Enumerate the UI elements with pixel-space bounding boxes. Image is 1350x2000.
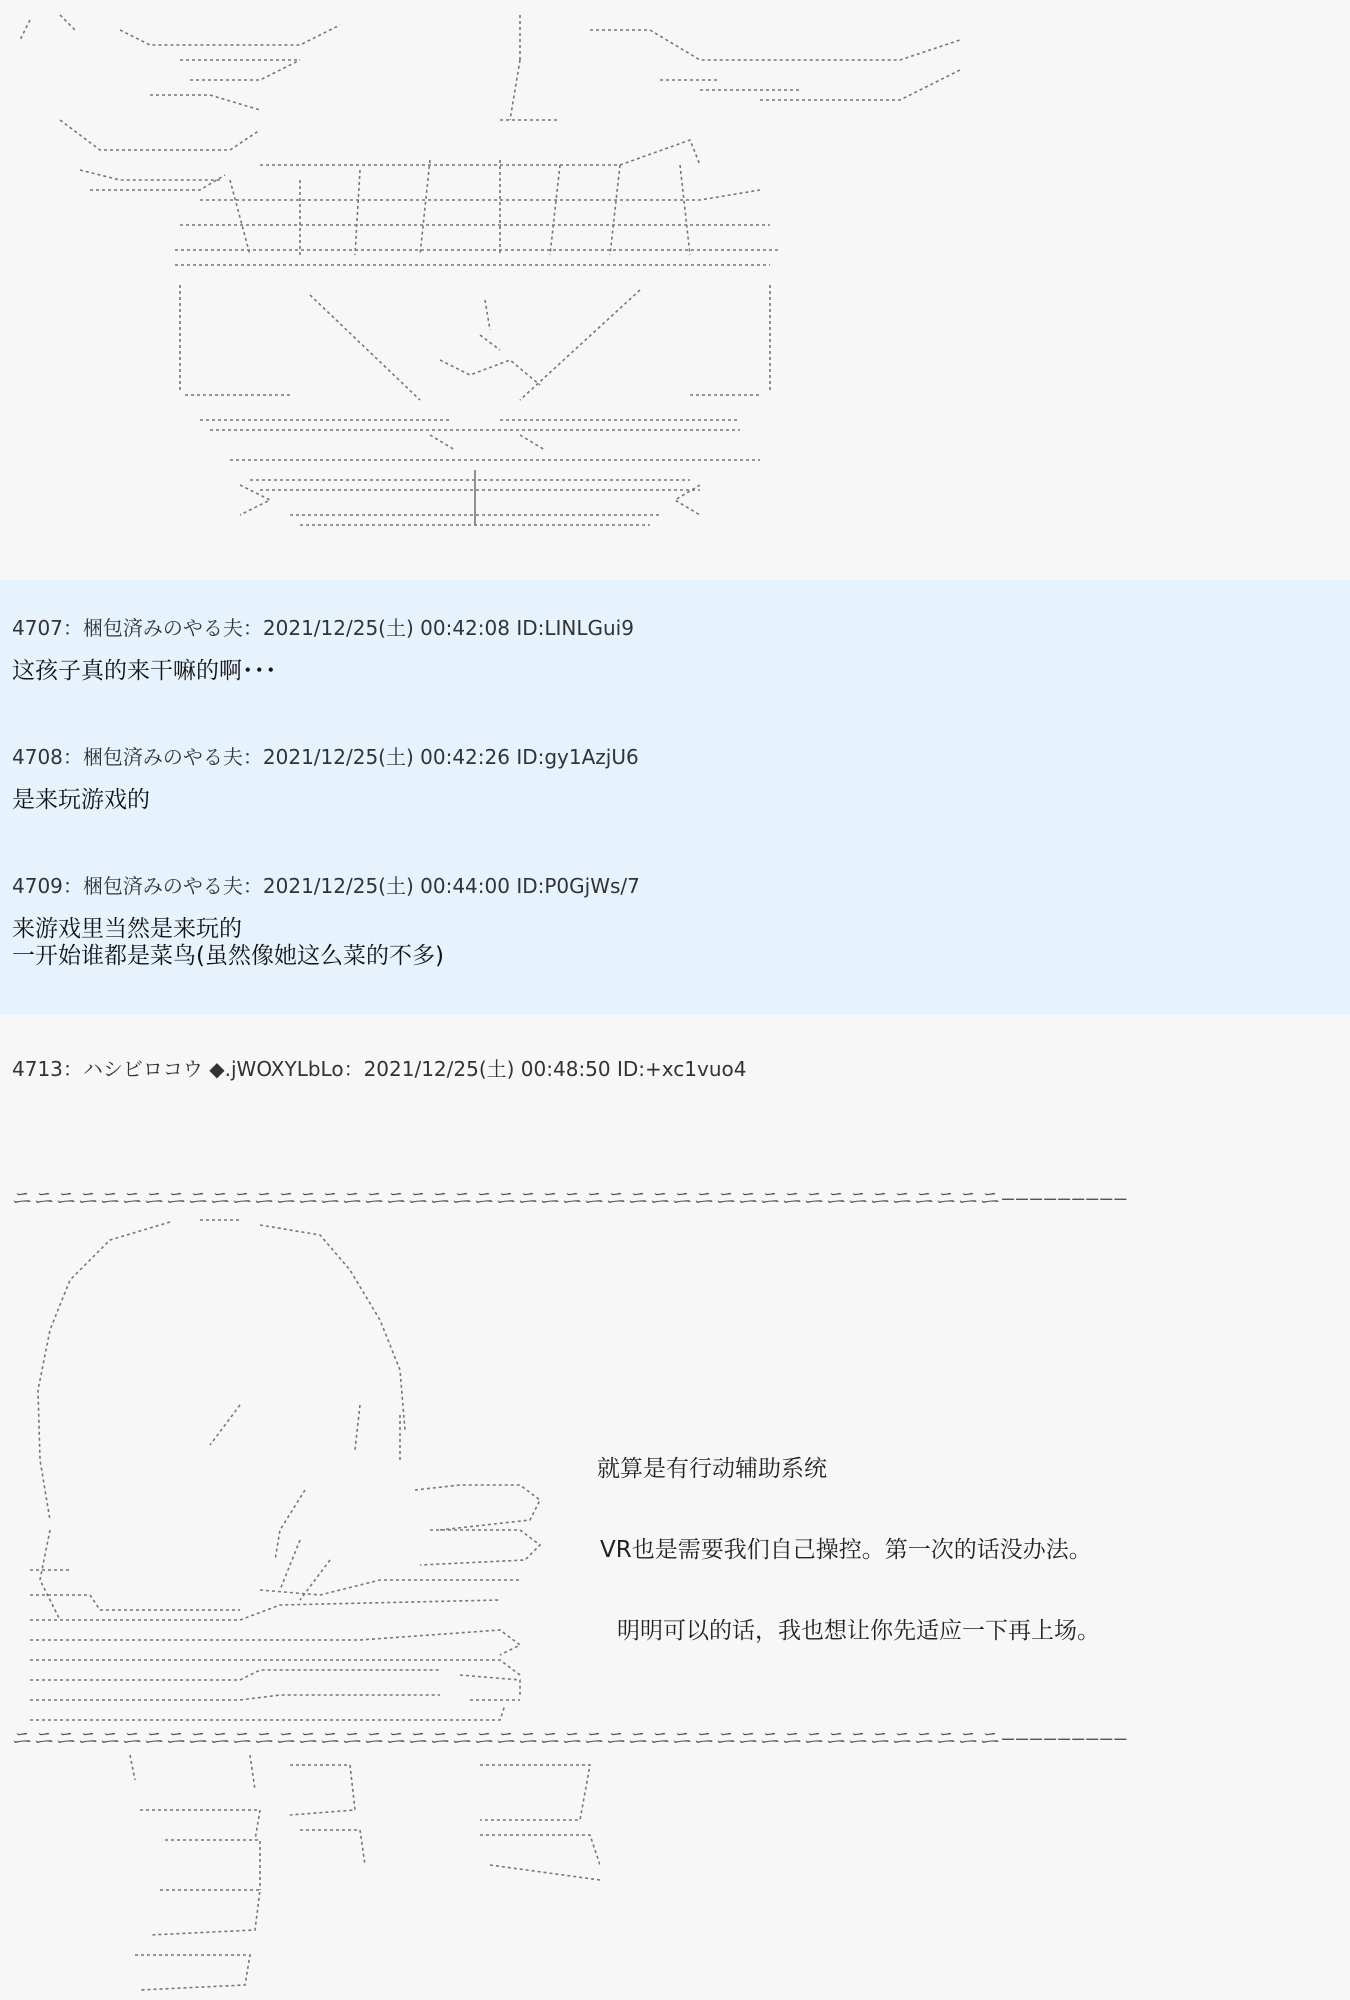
post-4708-header: 4708：梱包済みのやる夫：2021/12/25(土) 00:42:26 ID:gy1AzjU6 — [12, 745, 639, 769]
post-4709-body-line-2: 一开始谁都是菜鸟(虽然像她这么菜的不多) — [12, 943, 444, 969]
art-divider-top: ニニニニニニニニニニニニニニニニニニニニニニニニニニニニニニニニニニニニニニニニニニニニニ――――――――― — [12, 1186, 1129, 1204]
post-4707-body: 这孩子真的来干嘛的啊･･･ — [12, 658, 277, 684]
post-4707-header: 4707：梱包済みのやる夫：2021/12/25(土) 00:42:08 ID:LINLGui9 — [12, 616, 634, 640]
dialogue-line-1: 就算是有行动辅助系统 — [597, 1456, 827, 1482]
dialogue-line-2: VR也是需要我们自己操控。第一次的话没办法。 — [600, 1537, 1092, 1563]
art-divider-bottom: ニニニニニニニニニニニニニニニニニニニニニニニニニニニニニニニニニニニニニニニニニニニニニ――――――――― — [12, 1726, 1129, 1744]
bottom-ascii-art — [0, 1200, 600, 2000]
post-4713-header: 4713：ハシビロコウ ◆.jWOXYLbLo：2021/12/25(土) 00:48:50 ID:+xc1vuo4 — [12, 1057, 747, 1081]
post-4709-body-line-1: 来游戏里当然是来玩的 — [12, 916, 242, 942]
post-4709-header: 4709：梱包済みのやる夫：2021/12/25(土) 00:44:00 ID:P0GjWs/7 — [12, 874, 640, 898]
post-4708-body: 是来玩游戏的 — [12, 787, 150, 813]
top-ascii-art — [0, 0, 1350, 575]
dialogue-line-3: 明明可以的话，我也想让你先适应一下再上场。 — [617, 1618, 1100, 1644]
